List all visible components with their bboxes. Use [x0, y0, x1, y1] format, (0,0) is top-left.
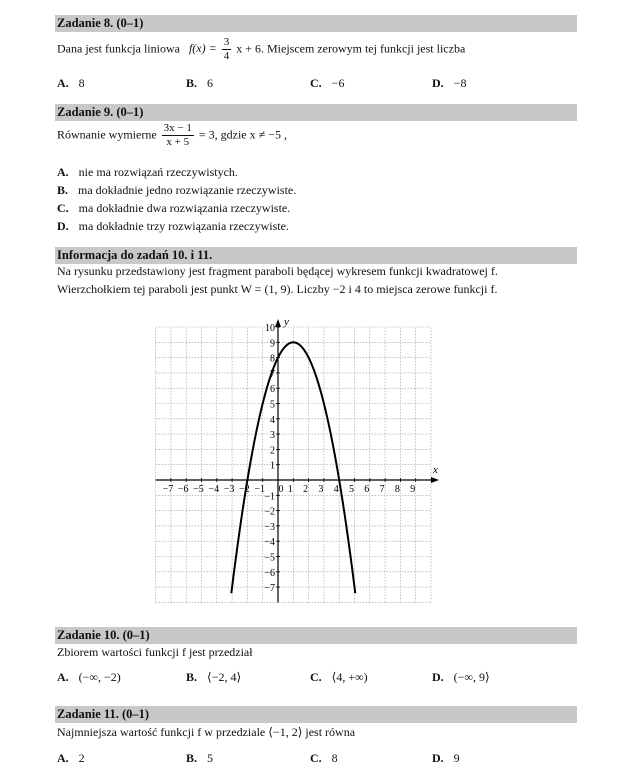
task-10-header: Zadanie 10. (0–1) [55, 627, 577, 644]
info-header: Informacja do zadań 10. i 11. [55, 247, 577, 264]
x-tick-label: 7 [379, 484, 385, 495]
option-value: ma dokładnie dwa rozwiązania rzeczywiste. [78, 201, 291, 215]
task-10-statement: Zbiorem wartości funkcji f jest przedział [57, 645, 253, 659]
task-11-header: Zadanie 11. (0–1) [55, 706, 577, 723]
task-8-text-before: Dana jest funkcja liniowa [57, 41, 180, 56]
task-11-option-b[interactable] [186, 751, 213, 766]
y-tick-label: 6 [270, 384, 275, 396]
task-9-frac-num: 3x − 1 [163, 122, 192, 134]
option-letter: D. [57, 219, 69, 233]
x-tick-label: −7 [162, 484, 174, 495]
task-9-option-d[interactable] [57, 219, 289, 234]
x-axis-arrow [431, 477, 439, 483]
task-9-text-after: = 3, gdzie x ≠ −5 , [198, 127, 287, 142]
x-tick-label: −2 [239, 484, 250, 495]
info-line-2: Wierzchołkiem tej paraboli jest punkt W = (1, 9). Liczby −2 i 4 to miejsca zerowe funkcji f. [57, 282, 498, 296]
task-9-header: Zadanie 9. (0–1) [55, 104, 577, 121]
y-tick-label: −2 [264, 506, 275, 518]
x-tick-label: −3 [223, 484, 235, 495]
task-8-text-after: . Miejscem zerowym tej funkcji jest liczba [261, 41, 466, 56]
y-axis-label: y [284, 316, 289, 328]
x-tick-label: −5 [193, 484, 204, 495]
option-value: 9 [453, 751, 460, 765]
y-tick-label: 2 [270, 445, 275, 457]
task-8-option-b[interactable] [186, 76, 213, 91]
y-tick-label: 10 [265, 323, 275, 334]
option-value: ma dokładnie jedno rozwiązanie rzeczywiste. [78, 183, 297, 197]
task-10-option-b[interactable] [186, 670, 241, 685]
task-11-option-c[interactable] [310, 751, 338, 766]
x-tick-label: 2 [303, 484, 309, 495]
x-tick-label: 0 [278, 484, 284, 495]
task-9-option-c[interactable] [57, 201, 290, 216]
x-tick-label: 4 [333, 484, 339, 495]
y-tick-label: 3 [270, 430, 275, 442]
y-tick-label: −1 [264, 491, 275, 503]
task-9-frac-den: x + 5 [166, 136, 190, 148]
task-8-option-a[interactable] [57, 76, 85, 91]
option-value: −6 [331, 76, 345, 90]
task-10-option-a[interactable] [57, 670, 121, 685]
option-letter: B. [186, 670, 198, 684]
x-tick-label: 6 [364, 484, 370, 495]
option-value: 2 [78, 751, 85, 765]
task-9-option-a[interactable] [57, 165, 238, 180]
task-11-option-d[interactable] [432, 751, 460, 766]
x-tick-label: −1 [254, 484, 266, 495]
option-letter: B. [57, 183, 69, 197]
task-10-option-d[interactable] [432, 670, 490, 685]
y-tick-label: −4 [264, 537, 275, 549]
y-tick-label: 8 [270, 353, 275, 365]
task-8-frac-num: 3 [223, 36, 230, 48]
option-letter: D. [432, 751, 444, 765]
option-letter: A. [57, 670, 69, 684]
task-8-statement [57, 36, 465, 63]
option-letter: C. [310, 751, 322, 765]
x-tick-label: 9 [410, 484, 416, 495]
option-letter: B. [186, 76, 198, 90]
option-letter: D. [432, 76, 444, 90]
option-value: ⟨4, +∞) [331, 670, 368, 684]
task-8-formula-lhs: f(x) = [188, 41, 217, 56]
y-axis-arrow [275, 319, 281, 327]
option-letter: C. [57, 201, 69, 215]
option-letter: A. [57, 76, 69, 90]
option-letter: D. [432, 670, 444, 684]
option-value: 8 [331, 751, 338, 765]
task-8-frac-den: 4 [223, 50, 230, 62]
task-8-option-c[interactable] [310, 76, 344, 91]
task-8-formula-rhs: x + 6 [236, 41, 261, 56]
info-line-1: Na rysunku przedstawiony jest fragment paraboli będącej wykresem funkcji kwadratowej f. [57, 264, 498, 278]
option-value: 5 [207, 751, 214, 765]
x-axis-label: x [433, 464, 438, 476]
option-value: ⟨−2, 4⟩ [207, 670, 242, 684]
option-value: ma dokładnie trzy rozwiązania rzeczywiste. [78, 219, 289, 233]
task-10-option-c[interactable] [310, 670, 368, 685]
parabola-chart [140, 300, 460, 605]
y-tick-label: 4 [270, 414, 275, 426]
y-tick-label: −5 [264, 552, 275, 564]
y-tick-label: 1 [270, 460, 275, 472]
option-value: nie ma rozwiązań rzeczywistych. [78, 165, 238, 179]
task-9-statement [57, 122, 287, 149]
task-9-text-before: Równanie wymierne [57, 127, 157, 142]
task-8-option-d[interactable] [432, 76, 466, 91]
option-letter: A. [57, 751, 69, 765]
task-9-option-b[interactable] [57, 183, 296, 198]
task-11-statement: Najmniejsza wartość funkcji f w przedziale ⟨−1, 2⟩ jest równa [57, 725, 356, 739]
option-value: 6 [207, 76, 214, 90]
option-value: −8 [453, 76, 467, 90]
y-tick-label: −6 [264, 567, 275, 579]
option-value: 8 [78, 76, 85, 90]
option-letter: C. [310, 76, 322, 90]
option-value: (−∞, 9⟩ [453, 670, 490, 684]
x-tick-label: 8 [394, 484, 400, 495]
y-tick-label: −3 [264, 521, 275, 533]
option-letter: C. [310, 670, 322, 684]
x-tick-label: 5 [349, 484, 354, 495]
option-letter: A. [57, 165, 69, 179]
y-tick-label: −7 [264, 583, 275, 595]
task-8-fraction [222, 36, 232, 63]
x-tick-label: 1 [287, 484, 293, 495]
y-tick-label: 5 [270, 399, 275, 411]
y-tick-label: 9 [270, 338, 275, 350]
task-8-header: Zadanie 8. (0–1) [55, 15, 577, 32]
option-value: (−∞, −2) [78, 670, 121, 684]
x-tick-label: 3 [318, 484, 324, 495]
option-letter: B. [186, 751, 198, 765]
task-9-fraction [162, 122, 194, 149]
task-11-option-a[interactable] [57, 751, 85, 766]
y-tick-label: 7 [270, 368, 275, 380]
x-tick-label: −6 [177, 484, 189, 495]
x-tick-label: −4 [208, 484, 220, 495]
